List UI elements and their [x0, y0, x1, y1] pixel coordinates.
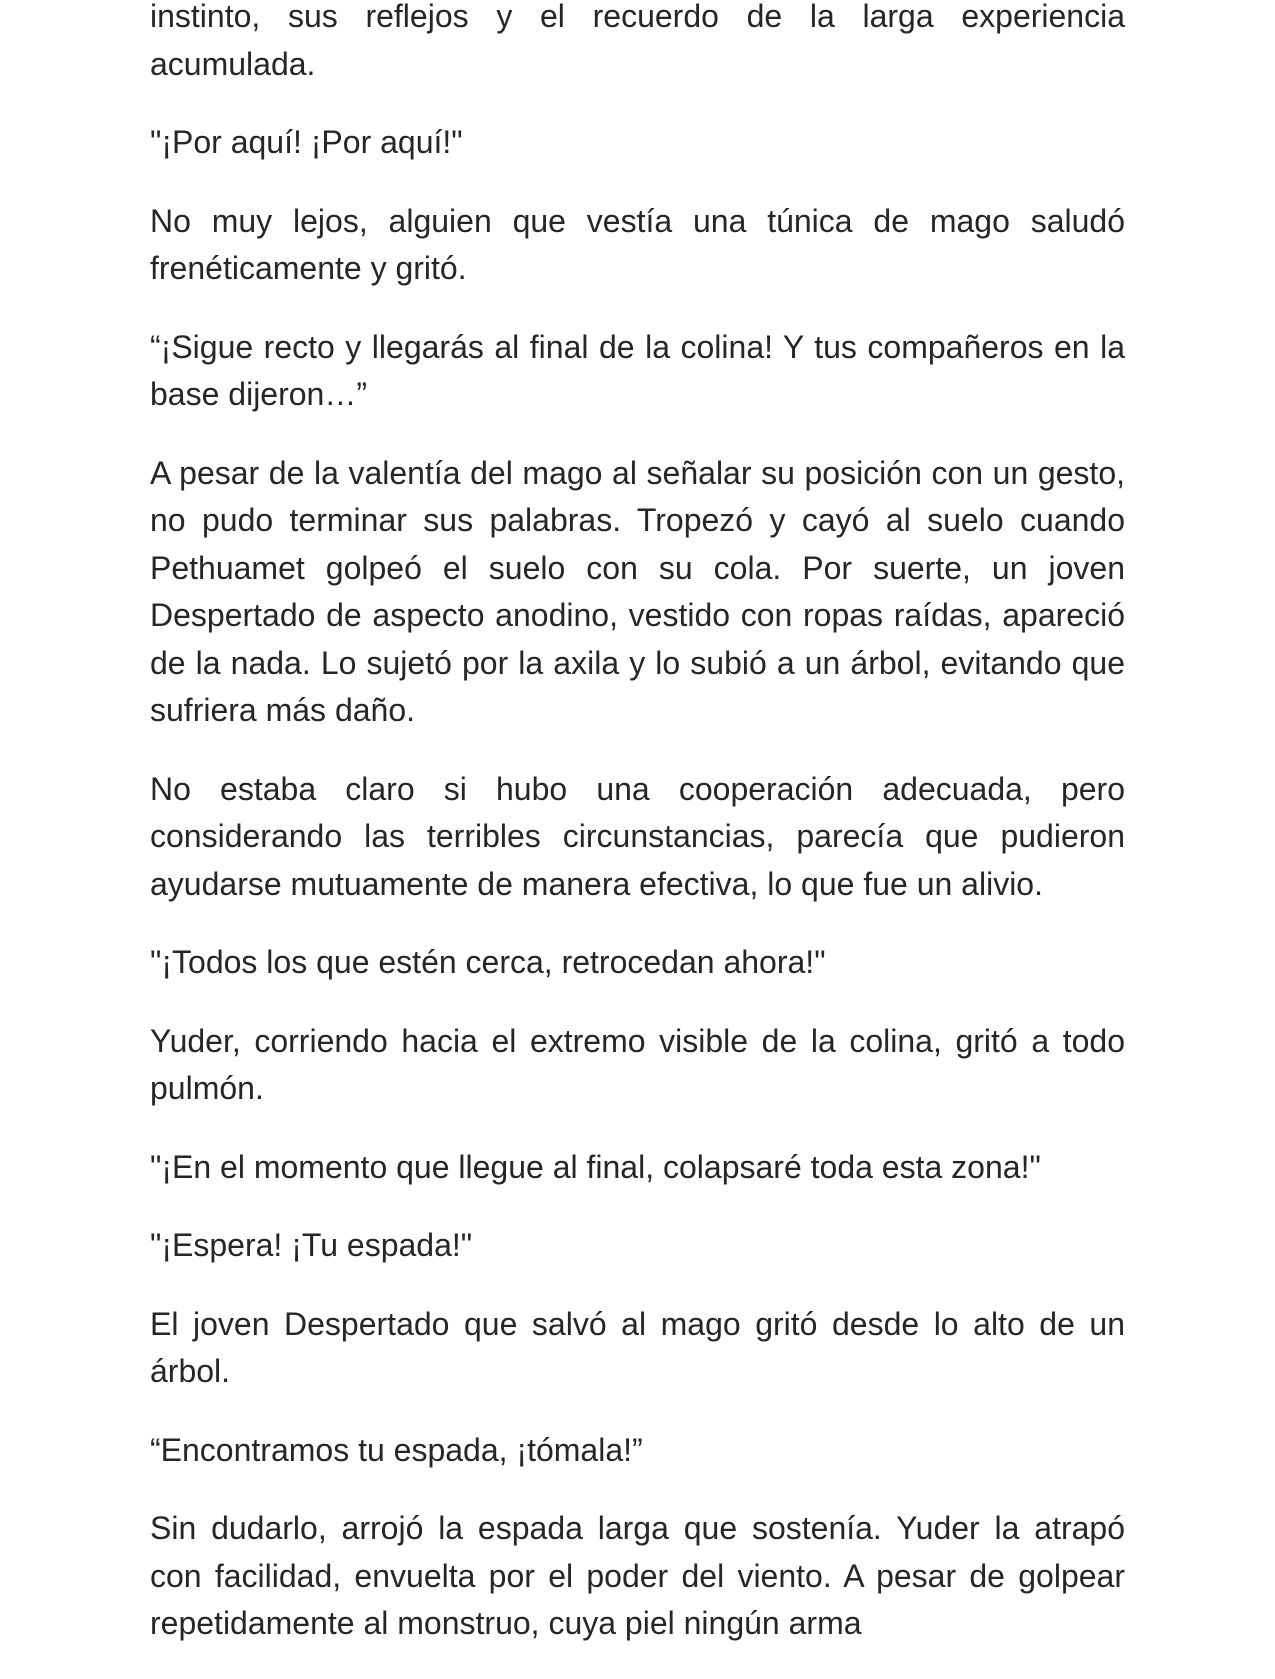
paragraph: Sin dudarlo, arrojó la espada larga que sostenía. Yuder la atrapó con facilidad, envuelta por el poder del viento. A pesar de golpear repetidamente al monstruo, cuya piel ningún arma [150, 1510, 1125, 1641]
paragraph: A pesar de la valentía del mago al señalar su posición con un gesto, no pudo terminar sus palabras. Tropezó y cayó al suelo cuando Pethuamet golpeó el suelo con su cola. Por suerte, un joven Despertado de aspecto anodino, vestido con ropas raídas, apareció de la nada. Lo sujetó por la axila y lo subió a un árbol, evitando que sufriera más daño. [150, 454, 1125, 728]
paragraph: instinto, sus reflejos y el recuerdo de la larga experiencia acumulada. [150, 0, 1125, 82]
paragraph: "¡Espera! ¡Tu espada!" [150, 1227, 473, 1263]
paragraph: "¡Todos los que estén cerca, retrocedan ahora!" [150, 944, 826, 980]
paragraph: Yuder, corriendo hacia el extremo visible de la colina, gritó a todo pulmón. [150, 1022, 1125, 1106]
document-page [150, 0, 1125, 1679]
paragraph: El joven Despertado que salvó al mago gritó desde lo alto de un árbol. [150, 1305, 1125, 1389]
paragraph: "¡Por aquí! ¡Por aquí!" [150, 124, 463, 160]
paragraph: "¡En el momento que llegue al final, colapsaré toda esta zona!" [150, 1148, 1041, 1185]
paragraph: No muy lejos, alguien que vestía una túnica de mago saludó frenéticamente y gritó. [150, 202, 1125, 286]
paragraph: No estaba claro si hubo una cooperación adecuada, pero considerando las terribles circunstancias, parecía que pudieron ayudarse mutuamente de manera efectiva, lo que fue un alivio. [150, 770, 1125, 902]
paragraph: “Encontramos tu espada, ¡tómala!” [150, 1431, 643, 1468]
paragraph: “¡Sigue recto y llegarás al final de la colina! Y tus compañeros en la base dijeron…” [150, 328, 1125, 412]
